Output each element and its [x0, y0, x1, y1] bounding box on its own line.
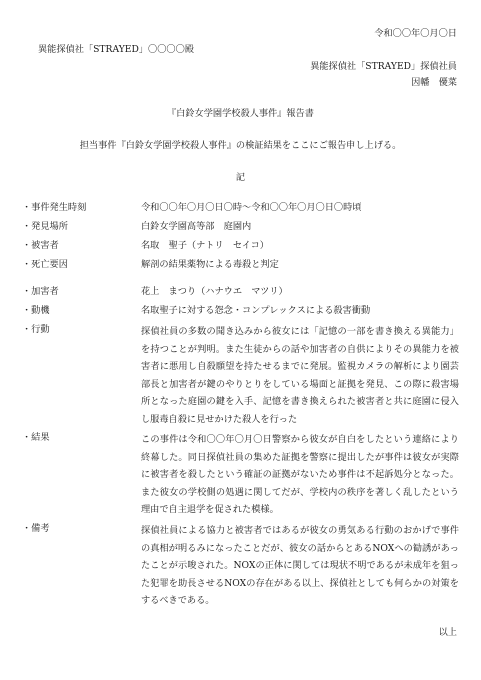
item-label: ・加害者: [22, 286, 59, 297]
item-label: ・事件発生時刻: [22, 202, 87, 213]
intro-sentence: 担当事件『白鈴女学園学校殺人事件』の検証結果をここにご報告申し上げる。: [79, 140, 402, 151]
item-value: 名取 聖子（ナトリ セイコ）: [141, 240, 269, 251]
item-label: ・結果: [22, 432, 50, 443]
item-paragraph: 探偵社員による協力と被害者ではあるが彼女の勇気ある行動のおかげで事件の真相が明るみになったことだが、彼女の話からとあるNOXへの勧誘があったことが示唆された。NOXの正体に関しては現状不明であるが未成年を狙った犯罪を助長させるNOXの存在がある以上、探偵社としても何らかの対策をするべきである。: [141, 525, 459, 607]
sender-organization: 異能探偵社「STRAYED」探偵社員: [310, 61, 457, 72]
item-label: ・備考: [22, 523, 50, 534]
item-label: ・死亡要因: [22, 259, 68, 270]
item-label: ・被害者: [22, 240, 59, 251]
item-label: ・発見場所: [22, 221, 68, 232]
item-value: 白鈴女学園高等部 庭園内: [141, 221, 252, 232]
item-label: ・動機: [22, 305, 50, 316]
sender-name: 因幡 優菜: [411, 77, 457, 88]
item-value: 令和〇〇年〇月〇日〇時〜令和〇〇年〇月〇日〇時頃: [141, 202, 362, 213]
closing-ijou: 以上: [438, 627, 457, 638]
report-date: 令和〇〇年〇月〇日: [374, 28, 457, 39]
document-title: 『白鈴女学園学校殺人事件』報告書: [167, 108, 314, 119]
item-paragraph: この事件は令和〇〇年〇月〇日警察から彼女が自白をしたという連絡により終幕した。同日探偵社員の集めた証拠を警察に提出したが事件は彼女が実際に被害者を殺したという確証の証拠がないため事件は不起訴処分となった。また彼女の学校側の処遇に関してだが、学校内の秩序を著しく乱したという理由で自主退学を促された模様。: [141, 434, 459, 516]
addressee: 異能探偵社「STRAYED」〇〇〇〇殿: [38, 44, 194, 55]
ki-marker: 記: [235, 172, 246, 183]
item-value: 花上 まつり（ハナウエ マツリ）: [141, 286, 288, 297]
item-paragraph: 探偵社員の多数の聞き込みから彼女には「記憶の一部を書き換える異能力」を持つことが判明。また生徒からの話や加害者の自供によりその異能力を被害者に悪用し自殺願望を持たせるまでに発展。監視カメラの解析により園芸部長と加害者が鍵のやりとりをしている場面と証拠を発見、この際に殺害場所となった庭園の鍵を入手、記憶を書き換えられた被害者と共に庭園に侵入し服毒自殺に見せかけた殺人を行った: [141, 326, 459, 425]
item-label: ・行動: [22, 324, 50, 335]
item-value: 解剖の結果薬物による毒殺と判定: [141, 259, 279, 270]
item-value: 名取聖子に対する怨念・コンプレックスによる殺害衝動: [141, 305, 371, 316]
